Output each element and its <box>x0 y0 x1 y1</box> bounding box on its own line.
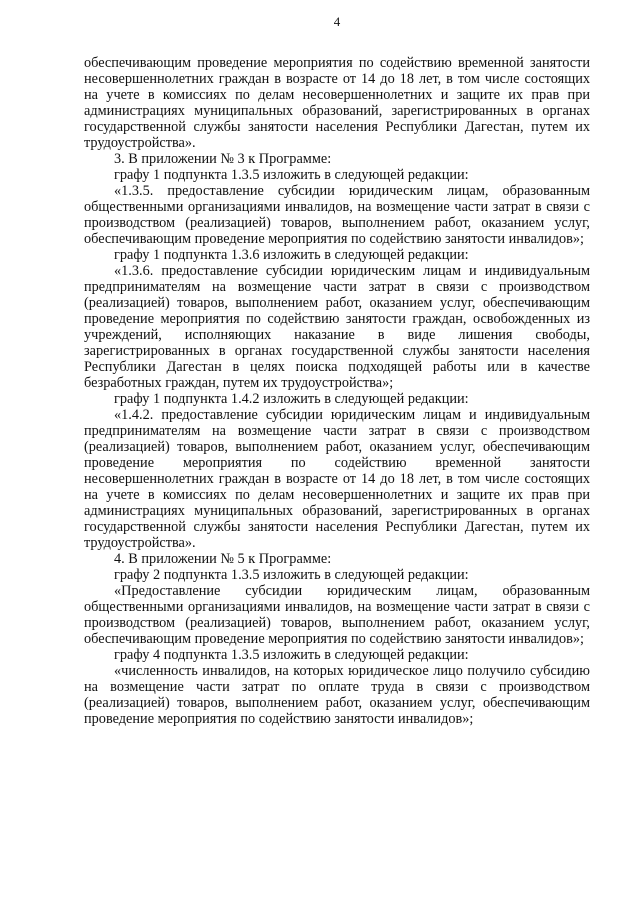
paragraph: обеспечивающим проведение мероприятия по содействию временной занятости несовершеннолетних граждан в возрасте от 14 до 18 лет, в том числе состоящих на учете в комиссиях по делам несовершеннолетних и защите их прав при администрациях муниципальных образований, зарегистрированных в органах государственной службы занятости населения Республики Дагестан, путем их трудоустройства». <box>84 55 590 151</box>
paragraph: графу 4 подпункта 1.3.5 изложить в следующей редакции: <box>114 647 469 663</box>
paragraph: «Предоставление субсидии юридическим лицам, образованным общественными организациями инвалидов, на возмещение части затрат в связи с производством (реализацией) товаров, выполнением работ, оказанием услуг, обеспечивающим проведение мероприятия по содействию занятости инвалидов»; <box>84 583 590 647</box>
paragraph: графу 1 подпункта 1.3.6 изложить в следующей редакции: <box>114 247 469 263</box>
paragraph: графу 1 подпункта 1.4.2 изложить в следующей редакции: <box>114 391 469 407</box>
page-number: 4 <box>333 14 341 29</box>
document-body <box>84 55 590 727</box>
paragraph: «численность инвалидов, на которых юридическое лицо получило субсидию на возмещение части затрат по оплате труда в связи с производством (реализацией) товаров, выполнением работ, оказанием услуг, обеспечивающим проведение мероприятия по содействию занятости инвалидов»; <box>84 663 590 727</box>
paragraph: 4. В приложении № 5 к Программе: <box>114 551 332 567</box>
paragraph: «1.4.2. предоставление субсидии юридическим лицам и индивидуальным предпринимателям на возмещение части затрат в связи с производством (реализацией) товаров, выполнением работ, оказанием услуг, обеспечивающим проведение мероприятия по содействию временной занятости несовершеннолетних граждан в возрасте от 14 до 18 лет, в том числе состоящих на учете в комиссиях по делам несовершеннолетних и защите их прав при администрациях муниципальных образований, зарегистрированных в органах государственной службы занятости населения Республики Дагестан, путем их трудоустройства». <box>84 407 590 551</box>
paragraph: графу 2 подпункта 1.3.5 изложить в следующей редакции: <box>114 567 469 583</box>
paragraph: «1.3.6. предоставление субсидии юридическим лицам и индивидуальным предпринимателям на возмещение части затрат в связи с производством (реализацией) товаров, выполнением работ, оказанием услуг, обеспечивающим проведение мероприятия по содействию занятости граждан, освобожденных из учреждений, исполняющих наказание в виде лишения свободы, зарегистрированных в органах государственной службы занятости населения Республики Дагестан в целях поиска подходящей работы или в качестве безработных граждан, путем их трудоустройства»; <box>84 263 590 391</box>
paragraph: «1.3.5. предоставление субсидии юридическим лицам, образованным общественными организациями инвалидов, на возмещение части затрат в связи с производством (реализацией) товаров, выполнением работ, оказанием услуг, обеспечивающим проведение мероприятия по содействию занятости инвалидов»; <box>84 183 590 247</box>
paragraph: 3. В приложении № 3 к Программе: <box>114 151 332 167</box>
paragraph: графу 1 подпункта 1.3.5 изложить в следующей редакции: <box>114 167 469 183</box>
